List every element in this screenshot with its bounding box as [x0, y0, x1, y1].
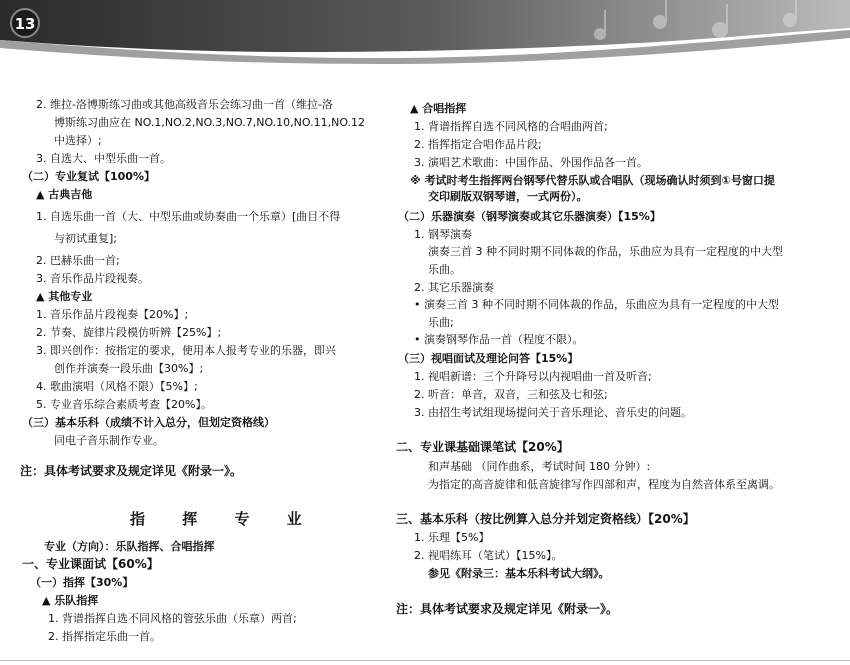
left-line-21: 专业（方向）：乐队指挥、合唱指挥	[44, 540, 215, 553]
page-number-badge: 13	[10, 8, 40, 38]
right-line-9: 乐曲。	[428, 263, 461, 276]
right-line-24: 参见《附录三：基本乐科考试大纲》。	[428, 567, 610, 580]
left-note: 注：具体考试要求及规定详见《附录一》。	[20, 464, 243, 478]
left-line-23: （一）指挥【30%】	[30, 576, 134, 589]
left-line-12: 2. 节奏、旋律片段模仿听辨【25%】;	[36, 326, 222, 339]
right-note: 注：具体考试要求及规定详见《附录一》。	[396, 602, 619, 616]
left-line-24: ▲ 乐队指挥	[42, 594, 99, 607]
right-line-8: 演奏三首 3 种不同时期不同体裁的作品，乐曲应为具有一定程度的中大型	[428, 245, 783, 258]
right-line-5: 交印刷版双钢琴谱，一式两份）。	[428, 190, 588, 203]
left-line-15: 4. 歌曲演唱（风格不限）【5%】;	[36, 380, 198, 393]
right-line-3: 3. 演唱艺术歌曲：中国作品、外国作品各一首。	[414, 156, 648, 169]
footer-divider	[0, 660, 850, 661]
right-line-18: 二、专业课基础课笔试【20%】	[396, 440, 569, 454]
right-line-1: 1. 背谱指挥自选不同风格的合唱曲两首;	[414, 120, 608, 133]
right-line-16: 2. 听音：单音，双音，三和弦及七和弦;	[414, 388, 608, 401]
left-line-3: 3. 自选大、中型乐曲一首。	[36, 152, 171, 165]
right-line-12: 乐曲;	[428, 316, 454, 329]
header-banner	[0, 0, 850, 70]
right-line-19: 和声基础 （同作曲系，考试时间 180 分钟）:	[428, 460, 651, 473]
left-line-16: 5. 专业音乐综合素质考查【20%】。	[36, 398, 212, 411]
left-line-1: 博斯练习曲应在 NO.1,NO.2,NO.3,NO.7,NO.10,NO.11,NO.12	[54, 116, 366, 129]
right-line-10: 2. 其它乐器演奏	[414, 281, 494, 294]
right-line-2: 2. 指挥指定合唱作品片段;	[414, 138, 542, 151]
left-line-25: 1. 背谱指挥自选不同风格的管弦乐曲（乐章）两首;	[48, 612, 297, 625]
right-line-14: （三）视唱面试及理论问答【15%】	[398, 352, 579, 365]
left-line-8: 2. 巴赫乐曲一首;	[36, 254, 120, 267]
left-line-5: ▲ 古典吉他	[36, 188, 93, 201]
right-line-13: • 演奏钢琴作品一首（程度不限）。	[414, 333, 584, 346]
right-line-17: 3. 由招生考试组现场提问关于音乐理论、音乐史的问题。	[414, 406, 692, 419]
left-line-9: 3. 音乐作品片段视奏。	[36, 272, 149, 285]
left-line-14: 创作并演奏一段乐曲【30%】;	[54, 362, 204, 375]
right-line-20: 为指定的高音旋律和低音旋律写作四部和声，程度为自然音体系至离调。	[428, 478, 780, 491]
left-line-4: （二）专业复试【100%】	[22, 170, 155, 183]
left-line-13: 3. 即兴创作：按指定的要求，使用本人报考专业的乐器，即兴	[36, 344, 336, 357]
left-line-6: 1. 自选乐曲一首（大、中型乐曲或协奏曲一个乐章）[曲目不得	[36, 210, 341, 223]
left-line-18: 同电子音乐制作专业。	[54, 434, 164, 447]
section-title: 指 挥 专 业	[130, 510, 318, 528]
right-line-4: ※ 考试时考生指挥两台钢琴代替乐队或合唱队（现场确认时须到①号窗口提	[410, 174, 775, 187]
right-line-7: 1. 钢琴演奏	[414, 228, 472, 241]
right-line-15: 1. 视唱新谱：三个升降号以内视唱曲一首及听音;	[414, 370, 652, 383]
right-line-23: 2. 视唱练耳（笔试）【15%】。	[414, 549, 563, 562]
right-line-21: 三、基本乐科（按比例算入总分并划定资格线）【20%】	[396, 512, 695, 526]
left-line-26: 2. 指挥指定乐曲一首。	[48, 630, 161, 643]
right-line-22: 1. 乐理【5%】	[414, 531, 490, 544]
left-line-0: 2. 维拉-洛博斯练习曲或其他高级音乐会练习曲一首（维拉-洛	[36, 98, 333, 111]
left-line-7: 与初试重复];	[54, 232, 117, 245]
left-line-22: 一、专业课面试【60%】	[22, 557, 159, 571]
left-line-2: 中选择）;	[54, 134, 102, 147]
right-line-6: （二）乐器演奏（钢琴演奏或其它乐器演奏）【15%】	[398, 210, 661, 223]
right-line-11: • 演奏三首 3 种不同时期不同体裁的作品，乐曲应为具有一定程度的中大型	[414, 298, 779, 311]
right-line-0: ▲ 合唱指挥	[410, 102, 467, 115]
left-line-11: 1. 音乐作品片段视奏【20%】;	[36, 308, 189, 321]
left-line-17: （三）基本乐科（成绩不计入总分，但划定资格线）	[22, 416, 275, 429]
left-line-10: ▲ 其他专业	[36, 290, 93, 303]
